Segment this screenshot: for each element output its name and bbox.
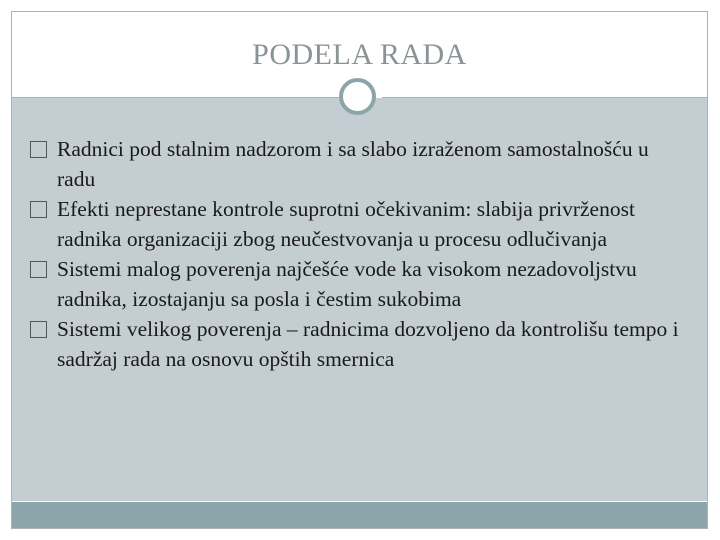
bullet-text: Sistemi malog poverenja najčešće vode ka visokom nezadovoljstvu radnika, izostajanju sa posla i čestim sukobima bbox=[57, 257, 637, 311]
hollow-square-bullet-icon bbox=[30, 261, 47, 278]
ring-divider-icon bbox=[339, 78, 376, 115]
bullet-item bbox=[30, 194, 690, 254]
footer-bar bbox=[12, 502, 707, 528]
bullet-item bbox=[30, 314, 690, 374]
hollow-square-bullet-icon bbox=[30, 321, 47, 338]
bullet-text: Radnici pod stalnim nadzorom i sa slabo izraženom samostalnošću u radu bbox=[57, 137, 649, 191]
slide-title: PODELA RADA bbox=[252, 38, 467, 71]
hollow-square-bullet-icon bbox=[30, 141, 47, 158]
bullet-text: Efekti neprestane kontrole suprotni očekivanim: slabija privrženost radnika organizaciji zbog neučestvovanja u procesu odlučivanja bbox=[57, 197, 635, 251]
hollow-square-bullet-icon bbox=[30, 201, 47, 218]
bullet-list bbox=[30, 134, 690, 374]
bullet-item bbox=[30, 254, 690, 314]
bullet-item bbox=[30, 134, 690, 194]
bullet-text: Sistemi velikog poverenja – radnicima dozvoljeno da kontrolišu tempo i sadržaj rada na osnovu opštih smernica bbox=[57, 317, 679, 371]
